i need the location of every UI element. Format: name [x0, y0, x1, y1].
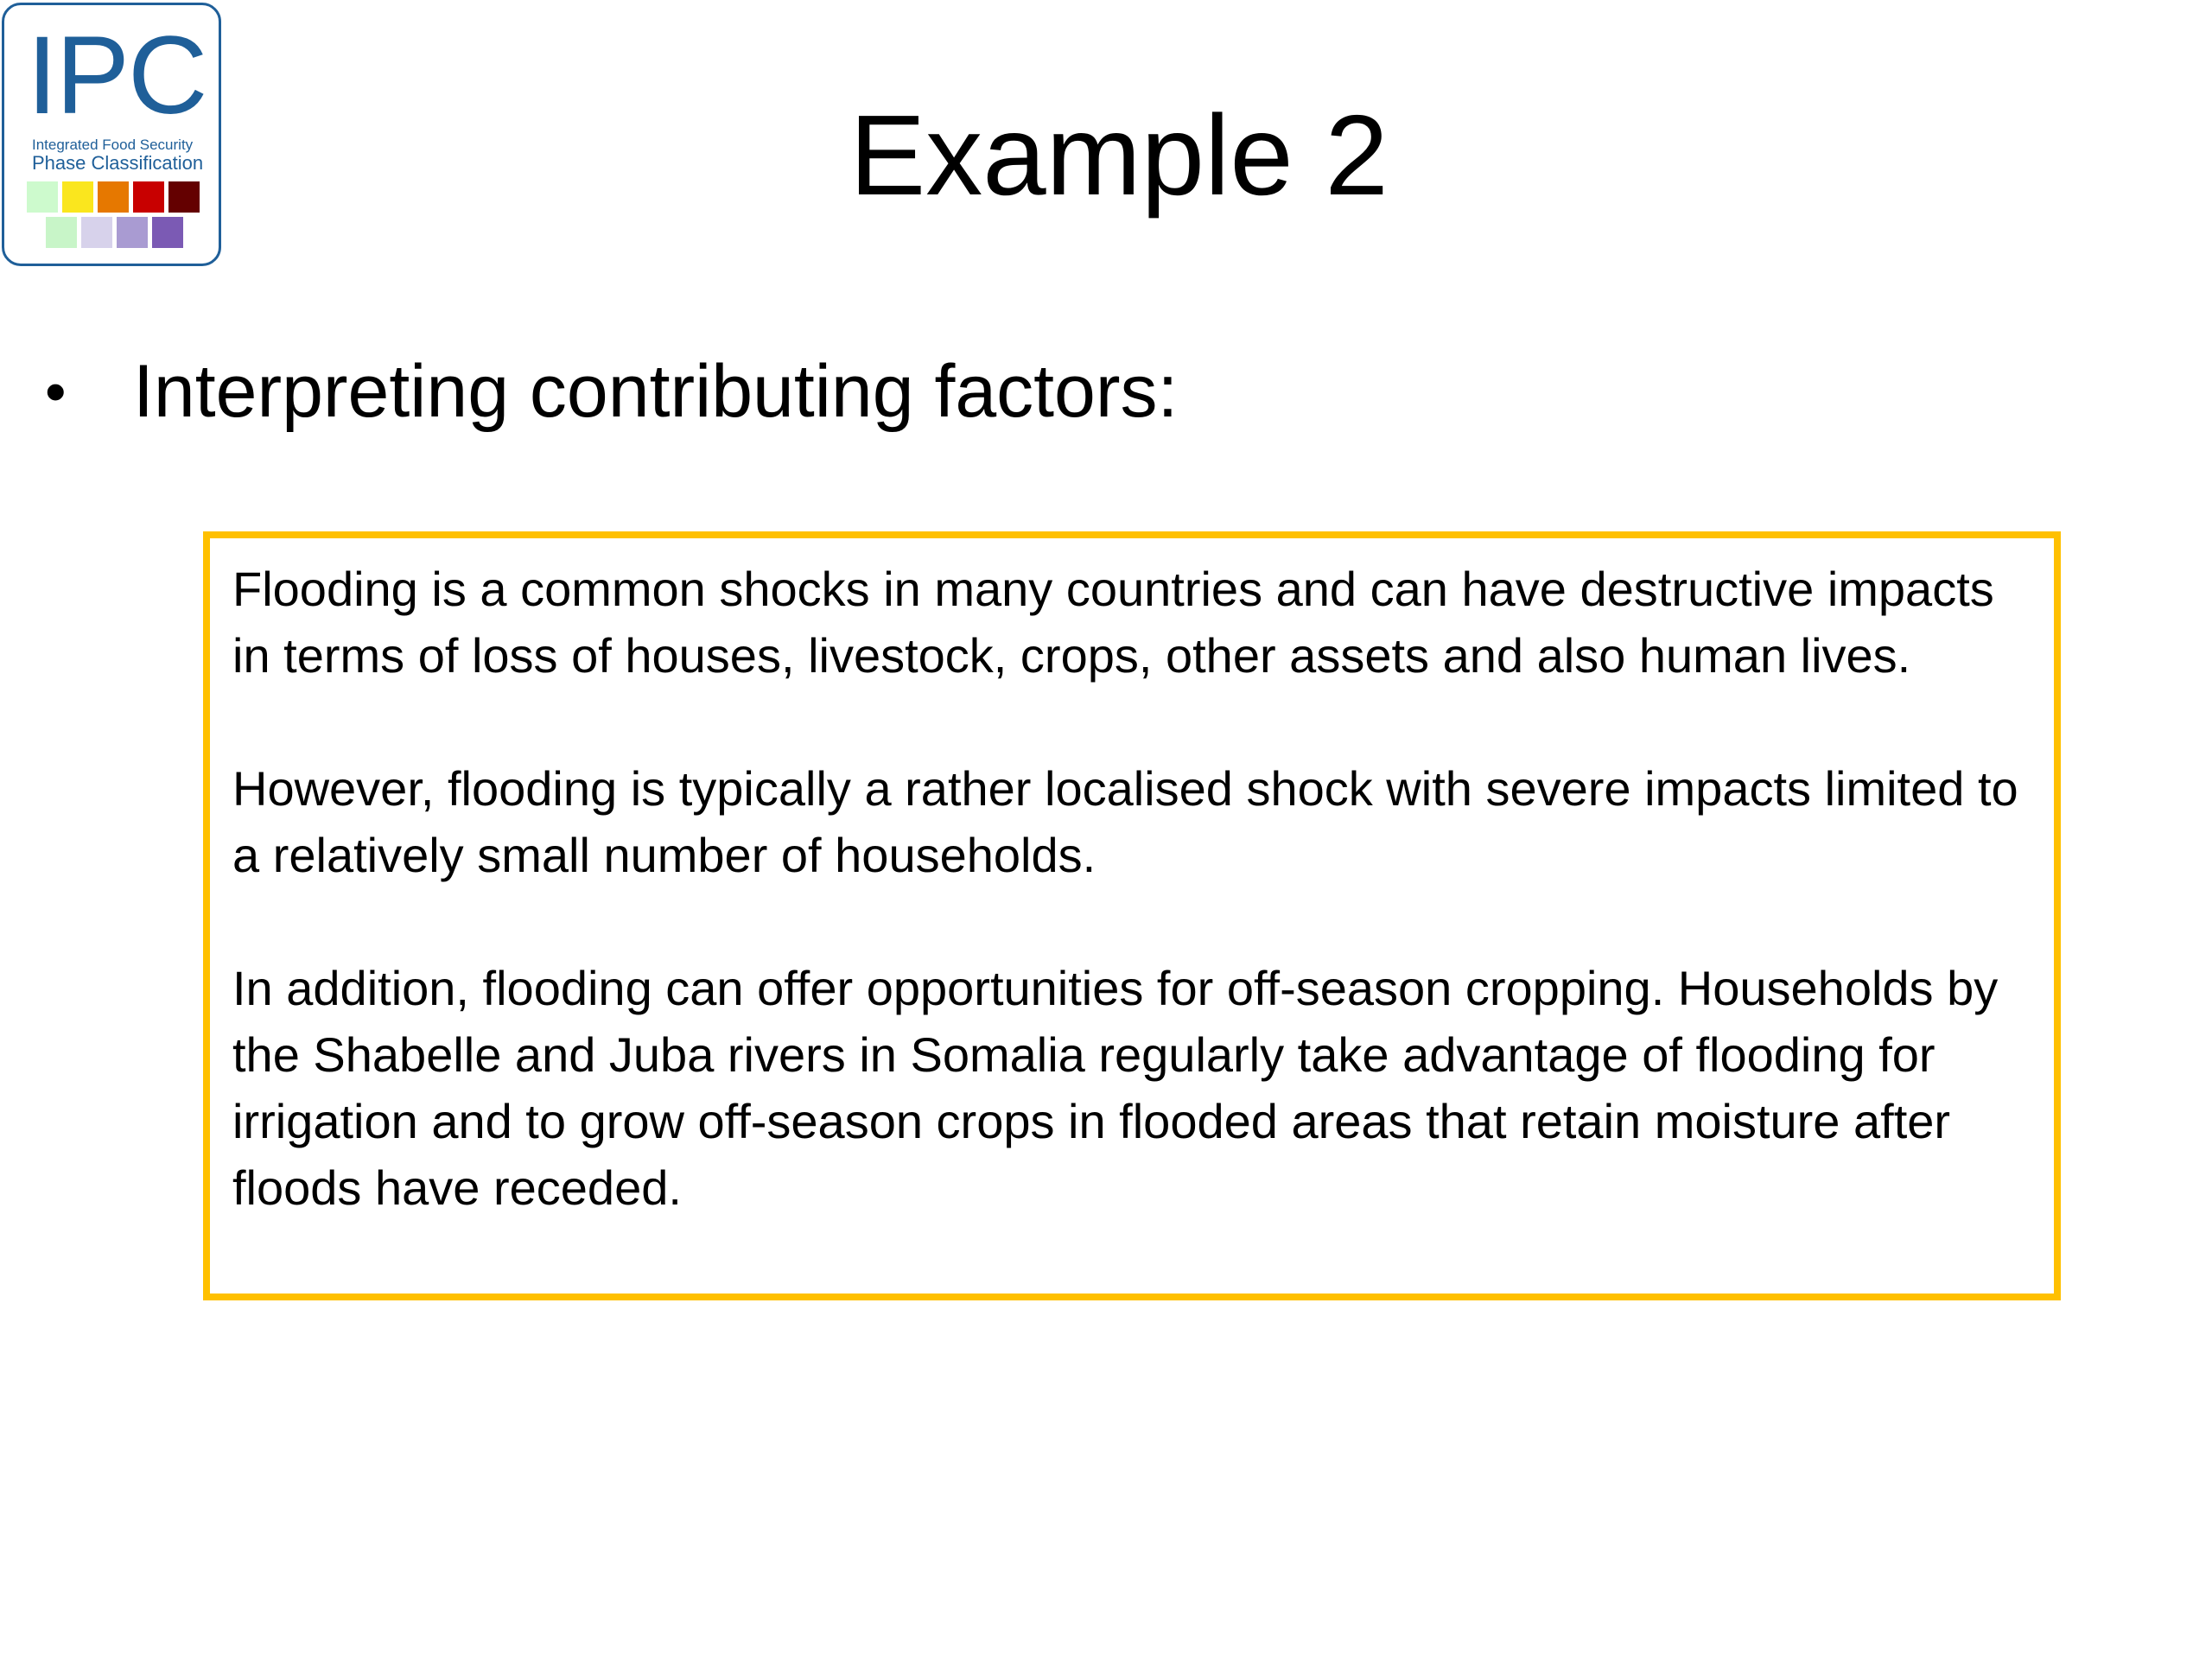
logo-subtitle-line2: Phase Classification	[32, 152, 204, 174]
callout-paragraph-3: In addition, flooding can offer opportunities for off-season cropping. Households by the Shabelle and Juba rivers in Somalia regularly take advantage of flooding for irrigation and to grow off-season crops in flooded areas that retain moisture after floods have receded.	[232, 961, 1999, 1215]
logo-mark: IPC	[27, 14, 207, 137]
slide-title: Example 2	[849, 92, 1389, 219]
callout-paragraph-2: However, flooding is typically a rather localised shock with severe impacts limited to a relatively small number of households.	[232, 761, 2018, 882]
bullet-item	[45, 344, 1178, 439]
bullet-dot-icon: •	[45, 358, 67, 425]
callout-box	[203, 531, 2061, 1300]
callout-paragraph-1: Flooding is a common shocks in many countries and can have destructive impacts in terms of loss of houses, livestock, crops, other assets and also human lives.	[232, 562, 1994, 683]
logo-subtitle-line1: Integrated Food Security	[32, 137, 194, 153]
bullet-text: Interpreting contributing factors:	[133, 350, 1179, 433]
